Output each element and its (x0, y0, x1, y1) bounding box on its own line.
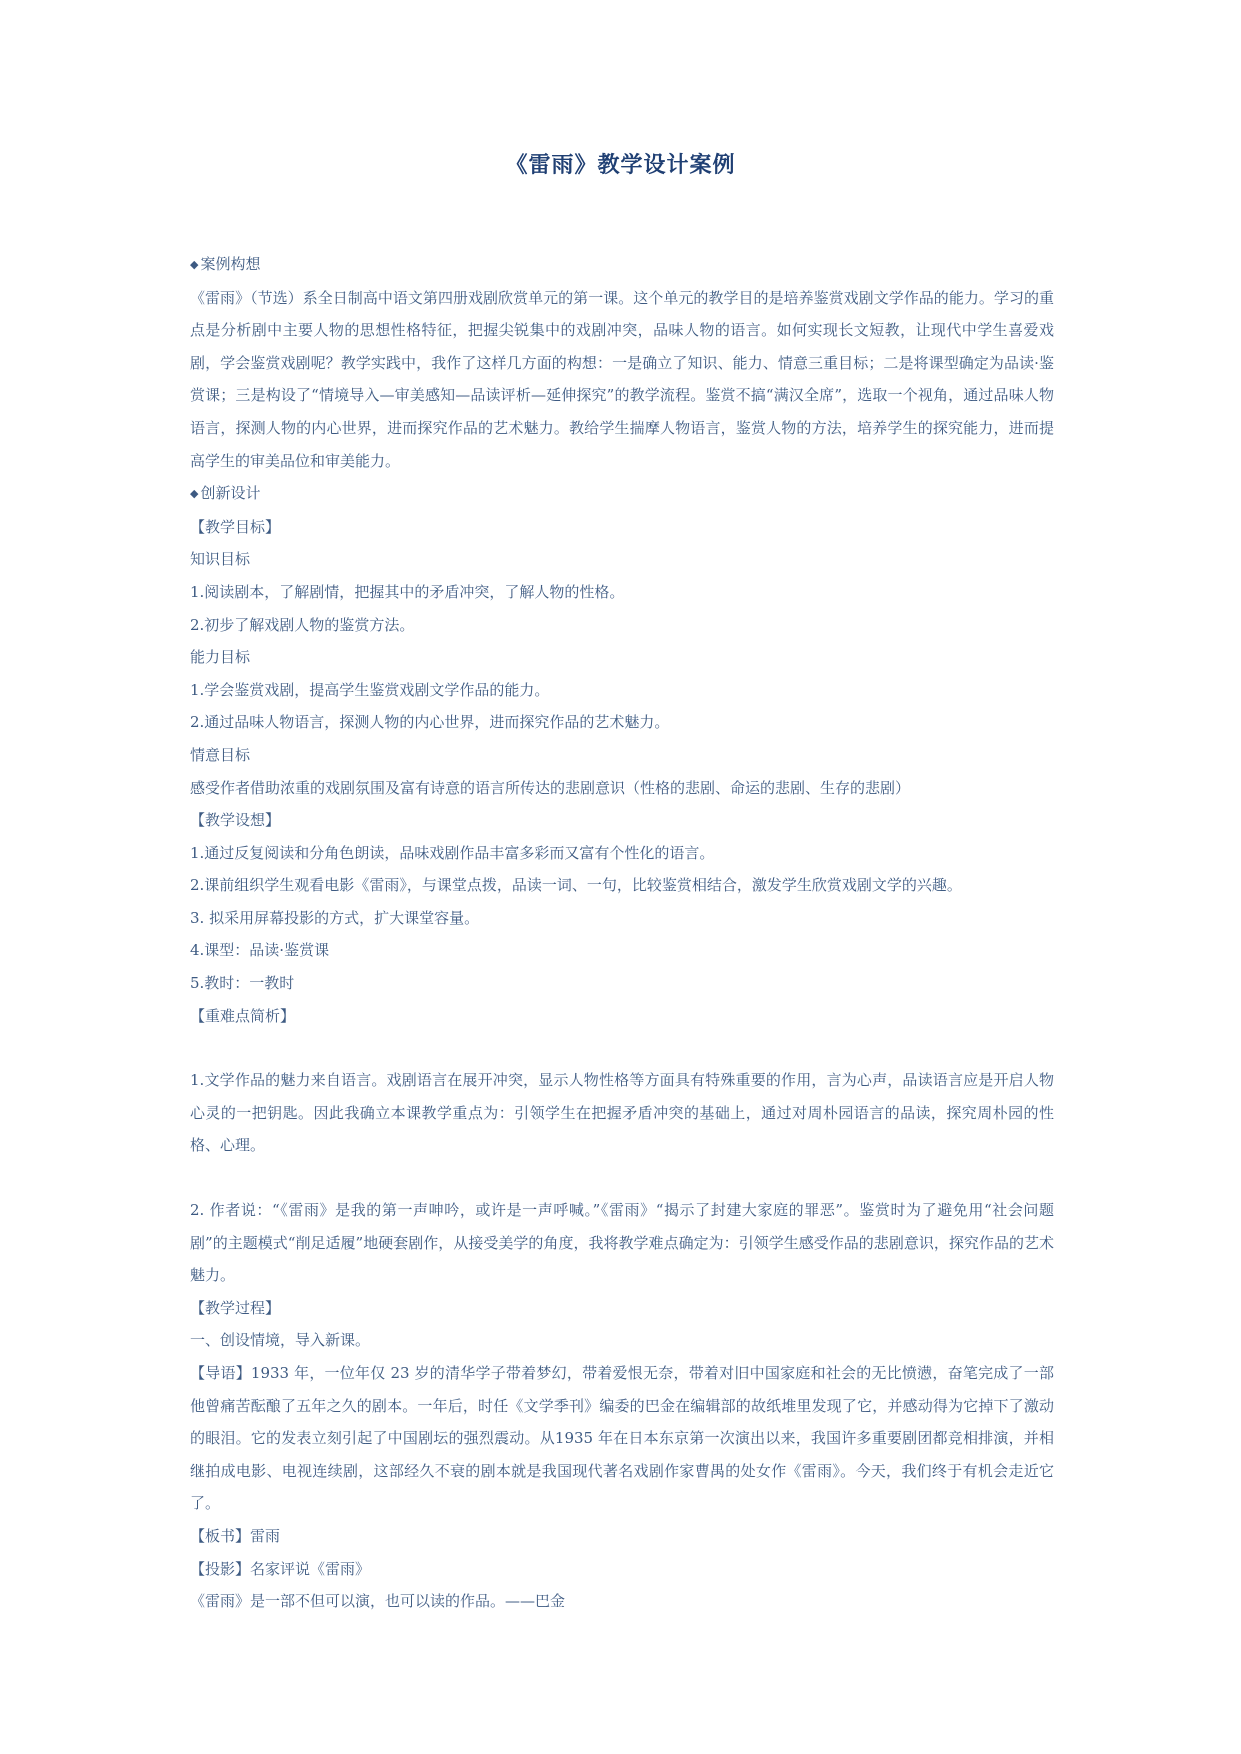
paragraph (190, 1064, 1054, 1162)
paragraph-text: 【投影】名家评说《雷雨》 (190, 1559, 371, 1578)
paragraph (190, 511, 1054, 544)
paragraph-text: 能力目标 (190, 648, 251, 667)
paragraph-text: 感受作者借助浓重的戏剧氛围及富有诗意的语言所传达的悲剧意识（性格的悲剧、命运的悲剧、生存的悲剧） (190, 778, 911, 797)
document-title: 《雷雨》教学设计案例 (505, 153, 736, 178)
paragraph (190, 967, 1054, 1000)
paragraph-text: 一、创设情境，导入新课。 (190, 1331, 371, 1350)
paragraph-text: 1.文学作品的魅力来自语言。戏剧语言在展开冲突，显示人物性格等方面具有特殊重要的作用，言为心声，品读语言应是开启人物心灵的一把钥匙。因此我确立本课教学重点为：引领学生在把握矛盾冲突的基础上，通过对周朴园语言的品读，探究周朴园的性格、心理。 (190, 1071, 1054, 1155)
paragraph (190, 543, 1054, 576)
paragraph (190, 576, 1054, 609)
paragraph-text: 5.教时：一教时 (190, 974, 295, 993)
paragraph (190, 934, 1054, 967)
diamond-bullet-icon: ◆ (190, 487, 199, 501)
paragraph (190, 804, 1054, 837)
paragraph (190, 1000, 1054, 1033)
paragraph-text: 1.通过反复阅读和分角色朗读，品味戏剧作品丰富多彩而又富有个性化的语言。 (190, 843, 715, 862)
paragraph-text: 《雷雨》是一部不但可以演，也可以读的作品。——巴金 (190, 1592, 566, 1611)
paragraph-text: 知识目标 (190, 550, 251, 569)
paragraph-text: 1.阅读剧本，了解剧情，把握其中的矛盾冲突，了解人物的性格。 (190, 582, 625, 601)
paragraph-text: 【重难点简析】 (190, 1006, 296, 1025)
paragraph-text: 创新设计 (200, 484, 261, 503)
paragraph-text: 2.课前组织学生观看电影《雷雨》，与课堂点拨，品读一词、一句，比较鉴赏相结合，激发学生欣赏戏剧文学的兴趣。 (190, 876, 962, 895)
paragraph-text: 【导语】1933 年，一位年仅 23 岁的清华学子带着梦幻，带着爱恨无奈，带着对旧中国家庭和社会的无比愤懑，奋笔完成了一部他曾痛苦酝酿了五年之久的剧本。一年后，时任《文学季刊》编委的巴金在编辑部的故纸堆里发现了它，并感动得为它掉下了激动的眼泪。它的发表立刻引起了中国剧坛的强烈震动。从1935 年在日本东京第一次演出以来，我国许多重要剧团都竞相排演，并相继拍成电影、电视连续剧，这部经久不衰的剧本就是我国现代著名戏剧作家曹禺的处女作《雷雨》。今天，我们终于有机会走近它了。 (190, 1364, 1054, 1513)
paragraph-text: 2.初步了解戏剧人物的鉴赏方法。 (190, 615, 415, 634)
paragraph-spacer (190, 1032, 1054, 1064)
paragraph-text: 情意目标 (190, 745, 251, 764)
paragraph-text: 4.课型：品读·鉴赏课 (190, 941, 330, 960)
paragraph (190, 902, 1054, 935)
paragraph (190, 706, 1054, 739)
paragraph (190, 477, 1054, 511)
paragraph (190, 641, 1054, 674)
paragraph-text: 【教学目标】 (190, 517, 281, 536)
document-body (190, 248, 1054, 1618)
paragraph-text: 2. 作者说：“《雷雨》是我的第一声呻吟，或许是一声呼喊。”《雷雨》“揭示了封建大家庭的罪恶”。鉴赏时为了避免用“社会问题剧”的主题模式“削足适履”地硬套剧作，从接受美学的角度，我将教学难点确定为：引领学生感受作品的悲剧意识，探究作品的艺术魅力。 (190, 1201, 1054, 1285)
paragraph-text: 3. 拟采用屏幕投影的方式，扩大课堂容量。 (190, 908, 480, 927)
paragraph (190, 674, 1054, 707)
paragraph (190, 1585, 1054, 1618)
paragraph (190, 1194, 1054, 1292)
paragraph (190, 609, 1054, 642)
paragraph (190, 739, 1054, 772)
paragraph (190, 772, 1054, 805)
paragraph (190, 1324, 1054, 1357)
paragraph (190, 1520, 1054, 1553)
paragraph-text: 【板书】雷雨 (190, 1526, 281, 1545)
paragraph (190, 869, 1054, 902)
paragraph (190, 1553, 1054, 1586)
paragraph-text: 【教学设想】 (190, 811, 281, 830)
paragraph-text: 2.通过品味人物语言，探测人物的内心世界，进而探究作品的艺术魅力。 (190, 713, 670, 732)
paragraph (190, 1357, 1054, 1520)
paragraph (190, 837, 1054, 870)
paragraph-text: 1.学会鉴赏戏剧，提高学生鉴赏戏剧文学作品的能力。 (190, 680, 550, 699)
diamond-bullet-icon: ◆ (190, 258, 199, 271)
paragraph (190, 282, 1054, 478)
paragraph-text: 【教学过程】 (190, 1298, 281, 1317)
paragraph-text: 《雷雨》（节选）系全日制高中语文第四册戏剧欣赏单元的第一课。这个单元的教学目的是培养鉴赏戏剧文学作品的能力。学习的重点是分析剧中主要人物的思想性格特征，把握尖锐集中的戏剧冲突，品味人物的语言。如何实现长文短教，让现代中学生喜爱戏剧，学会鉴赏戏剧呢？教学实践中，我作了这样几方面的构想：一是确立了知识、能力、情意三重目标；二是将课型确定为品读·鉴赏课；三是构设了“情境导入—审美感知—品读评析—延伸探究”的教学流程。鉴赏不搞“满汉全席”，选取一个视角，通过品味人物语言，探测人物的内心世界，进而探究作品的艺术魅力。教给学生揣摩人物语言，鉴赏人物的方法，培养学生的探究能力，进而提高学生的审美品位和审美能力。 (190, 288, 1054, 470)
paragraph-spacer (190, 1162, 1054, 1194)
paragraph (190, 248, 1054, 282)
paragraph (190, 1292, 1054, 1325)
paragraph-text: 案例构想 (200, 255, 261, 273)
